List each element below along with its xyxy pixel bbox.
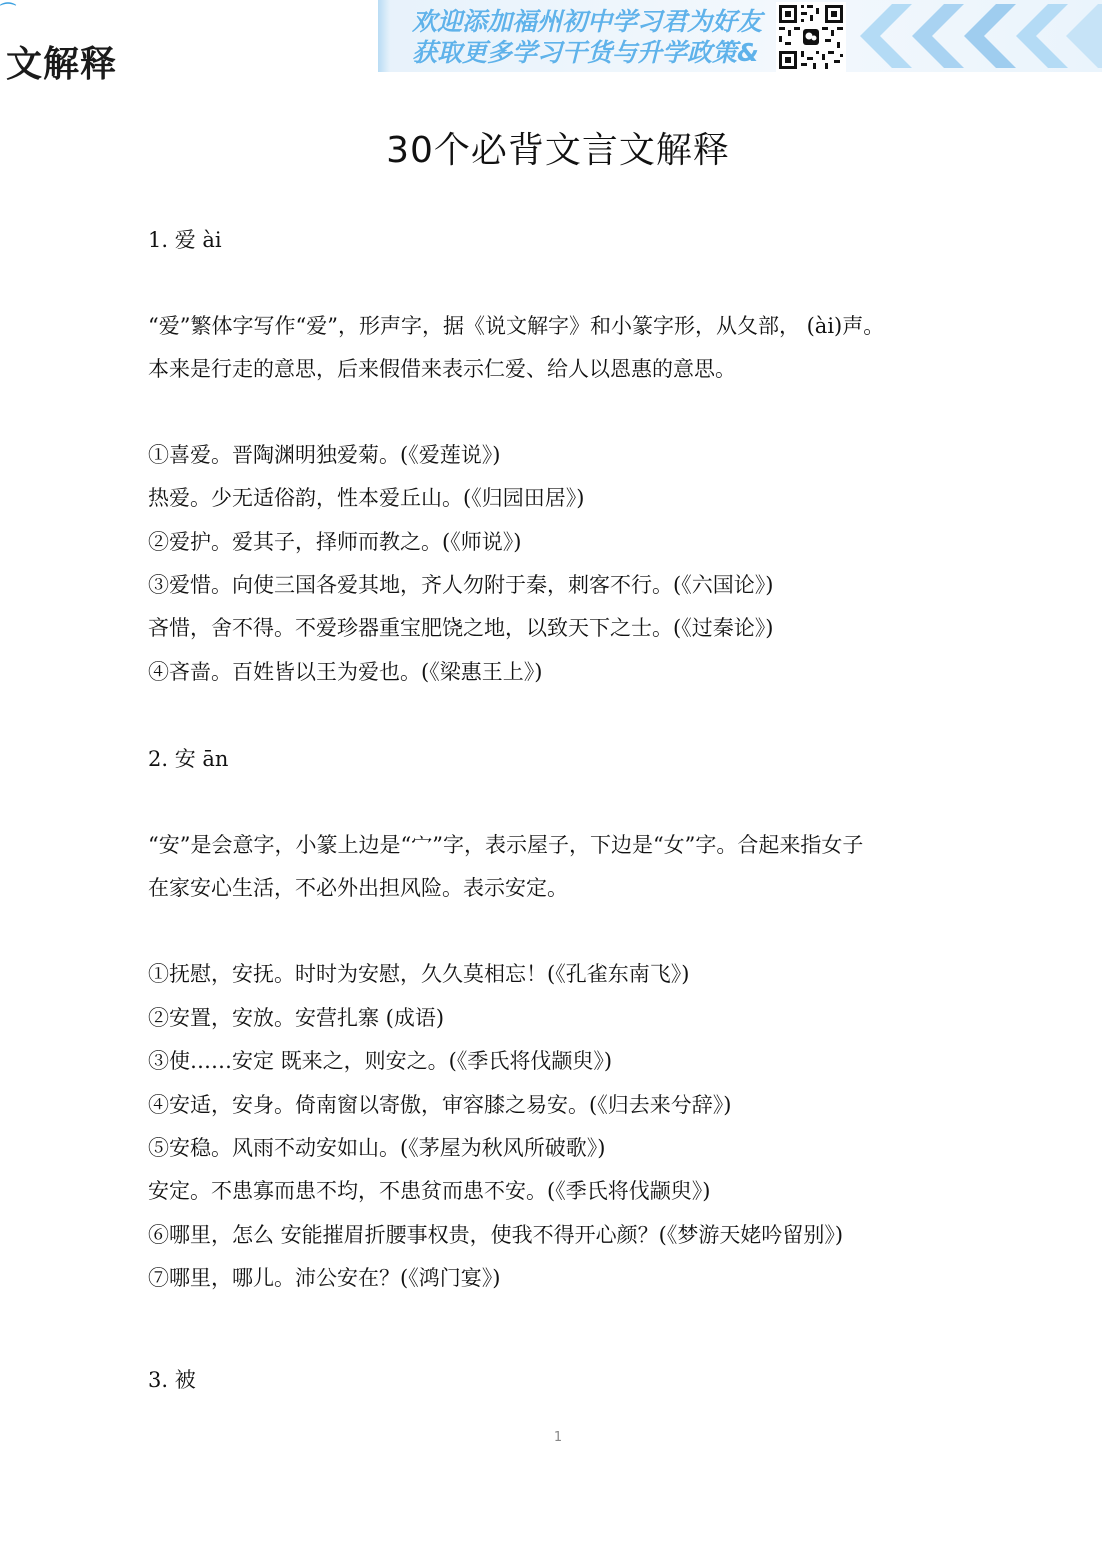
- definition-line: ③使……安定 既来之，则安之。(《季氏将伐颛臾》): [148, 1049, 613, 1073]
- definition-line: ⑦哪里，哪儿。沛公安在？(《鸿门宴》): [148, 1266, 501, 1290]
- definition-line: ①喜爱。晋陶渊明独爱菊。(《爱莲说》): [148, 443, 501, 467]
- section-heading-an: 2. 安 ān: [148, 747, 229, 771]
- chevron-arrows-icon: [852, 0, 1102, 72]
- banner-strip-edge: [378, 0, 390, 72]
- definition-line: ③爱惜。向使三国各爱其地，齐人勿附于秦，刺客不行。(《六国论》): [148, 573, 774, 597]
- paragraph-line: 在家安心生活，不必外出担风险。表示安定。: [148, 876, 568, 900]
- banner-promo-line-1: 欢迎添加福州初中学习君为好友: [412, 7, 763, 36]
- banner-left-title: 文解释: [6, 44, 118, 80]
- paragraph-line: 本来是行走的意思，后来假借来表示仁爱、给人以恩惠的意思。: [148, 357, 736, 381]
- corner-logo-icon: ⌒: [0, 1, 17, 20]
- section-heading-ai: 1. 爱 ài: [148, 228, 222, 252]
- banner-promo-text: [412, 6, 762, 68]
- banner-promo-line-2: 获取更多学习干货与升学政策&: [412, 38, 759, 67]
- definition-line: ④吝啬。百姓皆以王为爱也。(《梁惠王上》): [148, 660, 543, 684]
- definition-line: ②安置，安放。安营扎寨 (成语): [148, 1006, 445, 1030]
- paragraph-line: “爱”繁体字写作“爱”，形声字，据《说文解字》和小篆字形，从夂部， (ài)声。: [148, 314, 885, 338]
- definition-line: 安定。不患寡而患不均，不患贫而患不安。(《季氏将伐颛臾》): [148, 1179, 711, 1203]
- definition-line: ⑥哪里，怎么 安能摧眉折腰事权贵，使我不得开心颜？(《梦游天姥吟留别》): [148, 1223, 844, 1247]
- section-heading-bei: 3. 被: [148, 1368, 196, 1392]
- paragraph-line: “安”是会意字，小篆上边是“宀”字，表示屋子，下边是“女”字。合起来指女子: [148, 833, 864, 857]
- definition-line: ①抚慰，安抚。时时为安慰，久久莫相忘！(《孔雀东南飞》): [148, 962, 690, 986]
- definition-line: ④安适，安身。倚南窗以寄傲，审容膝之易安。(《归去来兮辞》): [148, 1093, 732, 1117]
- page-title: 30个必背文言文解释: [386, 130, 730, 171]
- page-number: 1: [553, 1430, 563, 1445]
- definition-line: 吝惜，舍不得。不爱珍器重宝肥饶之地，以致天下之士。(《过秦论》): [148, 616, 774, 640]
- definition-line: ⑤安稳。风雨不动安如山。(《茅屋为秋风所破歌》): [148, 1136, 606, 1160]
- qr-code-icon[interactable]: [776, 2, 846, 72]
- definition-line: ②爱护。爱其子，择师而教之。(《师说》): [148, 530, 522, 554]
- definition-line: 热爱。少无适俗韵，性本爱丘山。(《归园田居》): [148, 486, 585, 510]
- header-banner: [0, 0, 1102, 80]
